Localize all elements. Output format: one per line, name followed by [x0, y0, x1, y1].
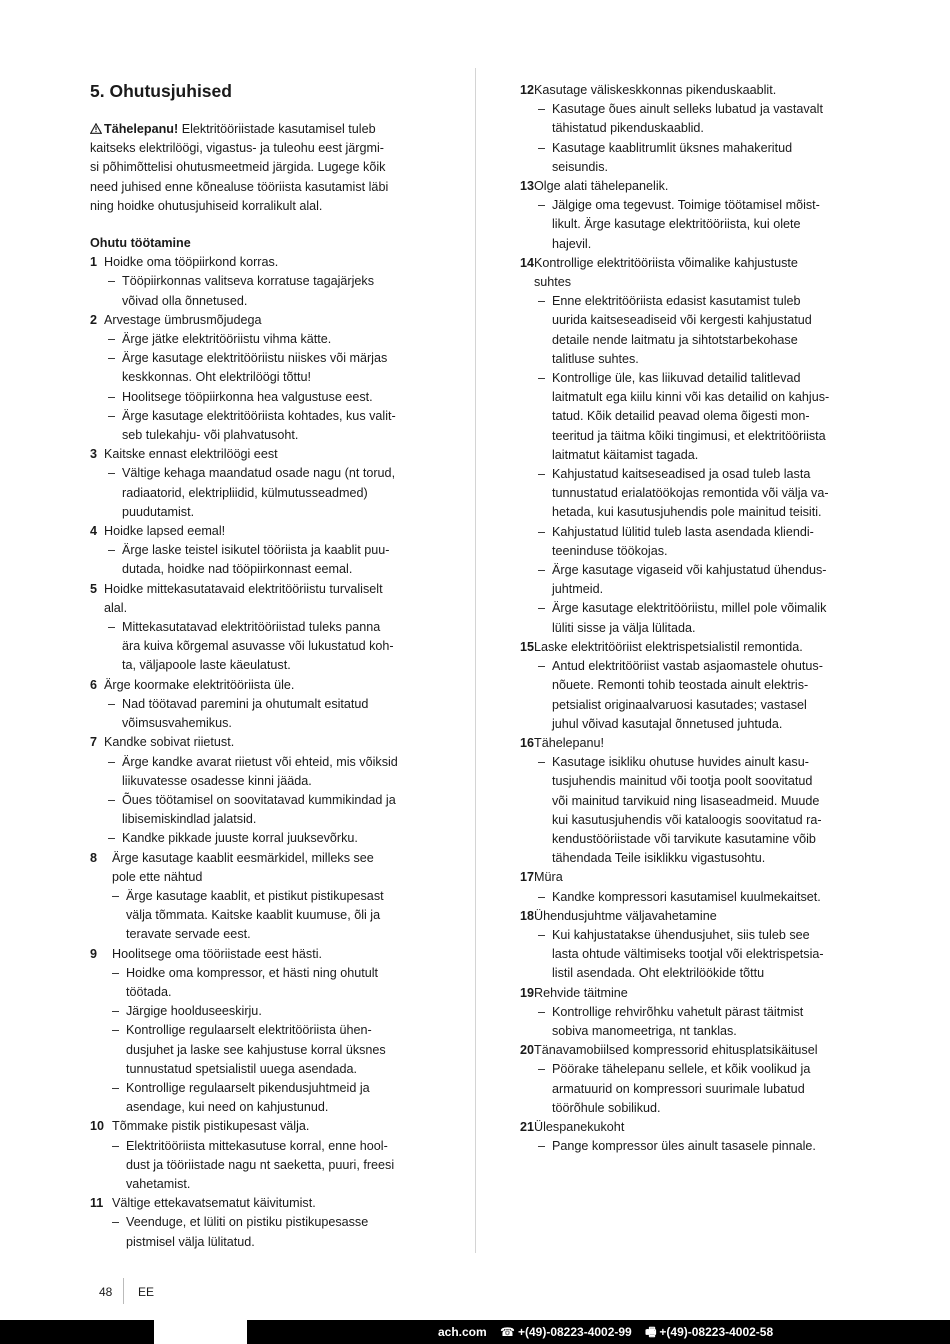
item-number: 18 — [520, 908, 535, 923]
list-item — [90, 733, 432, 848]
item-heading — [520, 868, 862, 887]
bullet-item — [90, 1021, 432, 1079]
item-heading — [520, 984, 862, 1003]
bullet-line: Hoolitsege tööpiirkonna hea valgustuse eest. — [122, 389, 373, 404]
dash-marker: – — [538, 1139, 546, 1154]
fax-icon: 🖷 — [645, 1325, 657, 1339]
warning-line: ning hoidke ohutusjuhiseid korralikult alal. — [90, 198, 323, 213]
bullet-line: juhul võivad kasutajal õnnetused juhtuda. — [552, 716, 783, 731]
bullet-list — [90, 964, 432, 1118]
warning-line: kaitseks elektrilöögi, vigastus- ja tuleohu eest järgmi- — [90, 141, 384, 156]
item-title-line: Ärge koormake elektritööriista üle. — [104, 677, 295, 692]
bullet-item — [90, 753, 432, 791]
dash-marker: – — [538, 755, 546, 770]
dash-marker: – — [108, 543, 116, 558]
bullet-item — [90, 791, 432, 829]
dash-marker: – — [112, 1215, 120, 1230]
warning-line: need juhised enne kõnealuse tööriista kasutamist läbi — [90, 179, 389, 194]
bullet-item — [90, 618, 432, 676]
bullet-line: Kandke pikkade juuste korral juuksevõrku. — [122, 831, 358, 846]
item-number: 15 — [520, 639, 535, 654]
bullet-line: võimsusvahemikus. — [122, 716, 232, 731]
bullet-line: seisundis. — [552, 159, 609, 174]
bullet-line: Hoidke oma kompressor, et hästi ning ohutult — [126, 965, 379, 980]
item-heading — [520, 1118, 862, 1137]
item-heading — [90, 445, 432, 464]
dash-marker: – — [538, 563, 546, 578]
item-number: 3 — [90, 447, 98, 462]
website-text: ach.com — [438, 1325, 487, 1339]
bullet-line: pistmisel välja lülitatud. — [126, 1234, 255, 1249]
phone-number: +(49)-08223-4002-99 — [517, 1325, 632, 1339]
item-number: 7 — [90, 735, 98, 750]
bullet-list — [90, 464, 432, 522]
list-item — [520, 177, 862, 254]
bullet-line: Ärge kasutage kaablit, et pistikut pistikupesast — [126, 888, 384, 903]
item-number: 16 — [520, 735, 535, 750]
bullet-item — [520, 1060, 862, 1118]
bullet-line: Kasutage isikliku ohutuse huvides ainult kasu- — [552, 755, 809, 770]
fax-number: +(49)-08223-4002-58 — [659, 1325, 774, 1339]
bullet-item — [520, 561, 862, 599]
item-title-line: Arvestage ümbrusmõjudega — [104, 312, 262, 327]
list-item — [90, 676, 432, 734]
bullet-line: Ärge kandke avarat riietust või ehteid, mis võiksid — [122, 754, 398, 769]
bullet-item — [520, 369, 862, 465]
bullet-line: Nad töötavad paremini ja ohutumalt esitatud — [122, 696, 369, 711]
bullet-line: tähendada Teile isiklikku vigastusohtu. — [552, 851, 766, 866]
bullet-line: talitluse suhtes. — [552, 351, 639, 366]
bullet-line: Kasutage kaablitrumlit üksnes mahakeritud — [552, 140, 793, 155]
item-number: 13 — [520, 179, 535, 194]
bullet-line: seb tulekahju- või plahvatusoht. — [122, 428, 299, 443]
page-number: 48 — [99, 1285, 113, 1299]
item-title-line: Hoidke mittekasutatavaid elektritööriistu turvaliselt — [104, 581, 383, 596]
contact-info — [438, 1324, 773, 1340]
warning-triangle-icon — [90, 120, 104, 139]
list-item — [520, 1041, 862, 1118]
item-heading — [90, 849, 432, 887]
dash-marker: – — [112, 1004, 120, 1019]
list-item — [90, 1194, 432, 1252]
bullet-list — [520, 657, 862, 734]
bullet-item — [520, 926, 862, 984]
bullet-item — [90, 330, 432, 349]
dash-marker: – — [538, 1004, 546, 1019]
bullet-line: tähistatud pikenduskaablid. — [552, 121, 704, 136]
bullet-item — [90, 1213, 432, 1251]
dash-marker: – — [108, 620, 116, 635]
item-title-line: Ühendusjuhtme väljavahetamine — [534, 908, 717, 923]
item-heading — [90, 311, 432, 330]
bullet-line: hajevil. — [552, 236, 592, 251]
item-heading — [90, 1194, 432, 1213]
bullet-item — [520, 292, 862, 369]
subheading-safe-work: Ohutu töötamine — [90, 236, 191, 251]
bullet-line: dusjuhet ja laske see kahjustuse korral üksnes — [126, 1042, 386, 1057]
bullet-list — [90, 618, 432, 676]
bullet-line: Õues töötamisel on soovitatavad kummikindad ja — [122, 792, 396, 807]
item-title-line: Tähelepanu! — [534, 735, 605, 750]
bullet-line: Pöörake tähelepanu sellele, et kõik voolikud ja — [552, 1062, 811, 1077]
bullet-line: kui kasutusjuhendis või kataloogis soovitatud ra- — [552, 812, 822, 827]
bullet-item — [90, 272, 432, 310]
list-item — [90, 1117, 432, 1194]
item-title-line: Rehvide täitmine — [534, 985, 628, 1000]
item-title-line: Tõmmake pistik pistikupesast välja. — [112, 1119, 310, 1134]
item-title-line: Ärge kasutage kaablit eesmärkidel, milleks see — [112, 850, 374, 865]
bullet-line: puudutamist. — [122, 504, 195, 519]
item-title-line: Kaitske ennast elektrilöögi eest — [104, 447, 278, 462]
bullet-line: juhtmeid. — [552, 582, 604, 597]
item-title-line: Laske elektritööriist elektrispetsialistil remontida. — [534, 639, 803, 654]
list-item — [520, 984, 862, 1042]
dash-marker: – — [538, 102, 546, 117]
bullet-item — [520, 523, 862, 561]
list-item — [520, 254, 862, 638]
item-heading — [520, 254, 862, 292]
item-title-line: Hoidke lapsed eemal! — [104, 524, 226, 539]
bullet-item — [520, 599, 862, 637]
bullet-list — [90, 753, 432, 849]
bullet-line: Ärge kasutage elektritööriistu niiskes või märjas — [122, 351, 388, 366]
bullet-list — [520, 753, 862, 868]
dash-marker: – — [538, 889, 546, 904]
item-title-line: Ülespanekukoht — [534, 1119, 625, 1134]
bullet-item — [90, 695, 432, 733]
dash-marker: – — [108, 831, 116, 846]
dash-marker: – — [538, 659, 546, 674]
item-number: 6 — [90, 677, 98, 692]
list-item — [90, 849, 432, 945]
bullet-list — [90, 887, 432, 945]
bullet-line: teeninduse töökojas. — [552, 543, 668, 558]
bullet-line: nõuete. Remonti tohib teostada ainult elektris- — [552, 678, 809, 693]
item-number: 9 — [90, 946, 98, 961]
bullet-line: dust ja tööriistade nagu nt saeketta, puuri, freesi — [126, 1157, 395, 1172]
bullet-item — [520, 1003, 862, 1041]
bullet-item — [520, 139, 862, 177]
dash-marker: – — [538, 198, 546, 213]
bullet-line: Kontrollige rehvirõhku vahetult pärast täitmist — [552, 1004, 804, 1019]
bullet-line: hetada, kui kasutusjuhendis pole mainitud teisiti. — [552, 505, 822, 520]
bullet-line: armatuurid on kompressori suurimale lubatud — [552, 1081, 805, 1096]
bullet-line: Järgige hoolduseeskirju. — [126, 1004, 262, 1019]
bullet-list — [520, 1137, 862, 1156]
right-column — [520, 81, 862, 1156]
item-title-line: Olge alati tähelepanelik. — [534, 179, 669, 194]
item-heading — [520, 638, 862, 657]
bullet-line: teravate servade eest. — [126, 927, 251, 942]
bullet-list — [90, 272, 432, 310]
bullet-line: Kahjustatud lülitid tuleb lasta asendada kliendi- — [552, 524, 814, 539]
bullet-list — [90, 1213, 432, 1251]
bullet-line: tunnustatud erialatöökojas remontida või välja va- — [552, 486, 829, 501]
bullet-line: uurida kaitseseadiseid või kergesti kahjustatud — [552, 313, 812, 328]
bullet-line: Elektritööriista mittekasutuse korral, enne hool- — [126, 1138, 388, 1153]
item-number: 20 — [520, 1043, 535, 1058]
item-heading — [90, 580, 432, 618]
list-item — [90, 945, 432, 1118]
bullet-line: dutada, hoidke nad tööpiirkonnast eemal. — [122, 562, 353, 577]
item-heading — [520, 1041, 862, 1060]
dash-marker: – — [108, 351, 116, 366]
bullet-line: Kandke kompressori kasutamisel kuulmekaitset. — [552, 889, 821, 904]
bullet-line: Ärge jätke elektritööriistu vihma kätte. — [122, 332, 332, 347]
dash-marker: – — [108, 466, 116, 481]
bullet-line: vahetamist. — [126, 1176, 191, 1191]
bullet-line: Ärge kasutage elektritööriistu, millel pole võimalik — [552, 601, 827, 616]
bullet-line: sobiva manomeetriga, nt tanklas. — [552, 1023, 737, 1038]
bullet-line: Kontrollige regulaarselt elektritööriista ühen- — [126, 1023, 372, 1038]
item-title-line: pole ette nähtud — [112, 869, 203, 884]
bullet-line: listil asendada. Oht elektrilöökide tõttu — [552, 966, 765, 981]
bullet-line: Ärge kasutage elektritööriista kohtades, kus valit- — [122, 408, 396, 423]
footer-separator — [123, 1278, 124, 1304]
language-code: EE — [138, 1285, 155, 1299]
dash-marker: – — [108, 274, 116, 289]
item-heading — [520, 907, 862, 926]
item-heading — [90, 253, 432, 272]
bullet-line: välja tõmmata. Kaitske kaablit kuumuse, õli ja — [126, 908, 381, 923]
item-heading — [520, 81, 862, 100]
bullet-item — [90, 964, 432, 1002]
bullet-item — [520, 888, 862, 907]
bullet-list — [520, 100, 862, 177]
bullet-item — [520, 753, 862, 868]
bullet-line: Veenduge, et lüliti on pistiku pistikupesasse — [126, 1215, 369, 1230]
list-item — [90, 580, 432, 676]
bullet-list — [520, 292, 862, 638]
dash-marker: – — [538, 371, 546, 386]
dash-marker: – — [108, 792, 116, 807]
item-number: 12 — [520, 83, 535, 97]
warning-line: Elektritööriistade kasutamisel tuleb — [181, 122, 376, 136]
bullet-line: Kasutage õues ainult selleks lubatud ja vastavalt — [552, 102, 823, 117]
bullet-line: Antud elektritööriist vastab asjaomastele ohutus- — [552, 659, 823, 674]
item-number: 8 — [90, 850, 98, 865]
bullet-line: võivad olla õnnetused. — [122, 293, 248, 308]
bullet-line: Mittekasutatavad elektritööriistad tuleks panna — [122, 620, 381, 635]
dash-marker: – — [538, 467, 546, 482]
bullet-line: liikuvatesse osadesse kinni jääda. — [122, 773, 312, 788]
list-item — [90, 311, 432, 445]
bullet-item — [520, 657, 862, 734]
item-number: 10 — [90, 1119, 105, 1134]
item-number: 2 — [90, 312, 98, 327]
bullet-line: Kontrollige üle, kas liikuvad detailid talitlevad — [552, 371, 801, 386]
bullet-line: laitmatut käitamist tagada. — [552, 447, 699, 462]
bullet-item — [520, 1137, 862, 1156]
warning-paragraph — [90, 120, 432, 216]
dash-marker: – — [108, 696, 116, 711]
bullet-line: töörõhule sobilikud. — [552, 1100, 661, 1115]
bullet-item — [90, 464, 432, 522]
bullet-item — [90, 1137, 432, 1195]
bullet-item — [520, 100, 862, 138]
bullet-line: või mainitud tarvikuid ning lisaseadmeid. Muude — [552, 793, 820, 808]
item-title-line: Kasutage väliskeskkonnas pikenduskaablit. — [534, 83, 777, 97]
list-item — [90, 445, 432, 522]
dash-marker: – — [538, 294, 546, 309]
dash-marker: – — [112, 1023, 120, 1038]
bullet-line: lasta ohtude vältimiseks tootjal või elektrispetsia- — [552, 947, 824, 962]
bullet-line: Vältige kehaga maandatud osade nagu (nt torud, — [122, 466, 396, 481]
bullet-line: radiaatorid, elektripliidid, külmutusseadmed) — [122, 485, 368, 500]
dash-marker: – — [538, 140, 546, 155]
bullet-line: detaile nende laitmatu ja sihtotstarbekohase — [552, 332, 798, 347]
bullet-line: tatud. Kõik detailid peavad olema õigesti mon- — [552, 409, 810, 424]
contact-bar — [0, 1320, 950, 1344]
bullet-line: libisemiskindlad jalatsid. — [122, 812, 257, 827]
item-heading — [520, 734, 862, 753]
dash-marker: – — [538, 524, 546, 539]
section-title: 5. Ohutusjuhised — [90, 81, 232, 101]
bullet-list — [520, 888, 862, 907]
bullet-line: laitmatult ega kiilu kinni või kas detailid on kahjus- — [552, 390, 830, 405]
item-title-line: Hoidke oma tööpiirkond korras. — [104, 255, 279, 270]
item-heading — [90, 1117, 432, 1136]
item-number: 21 — [520, 1119, 535, 1134]
list-item — [520, 1118, 862, 1156]
item-heading — [90, 522, 432, 541]
item-heading — [90, 945, 432, 964]
dash-marker: – — [112, 1080, 120, 1095]
bullet-line: keskkonnas. Oht elektrilöögi tõttu! — [122, 370, 312, 385]
list-item — [520, 734, 862, 868]
bullet-line: Pange kompressor üles ainult tasasele pinnale. — [552, 1139, 816, 1154]
item-title-line: Hoolitsege oma tööriistade eest hästi. — [112, 946, 323, 961]
bullet-line: Enne elektritööriista edasist kasutamist tuleb — [552, 294, 801, 309]
bullet-line: ta, väljapoole laste käeulatust. — [122, 658, 291, 673]
bullet-item — [90, 541, 432, 579]
dash-marker: – — [108, 408, 116, 423]
item-number: 11 — [90, 1196, 104, 1211]
item-heading — [520, 177, 862, 196]
bullet-item — [90, 887, 432, 945]
bullet-line: töötada. — [126, 984, 172, 999]
column-divider — [475, 68, 476, 1253]
item-title-line: Tänavamobiilsed kompressorid ehitusplatsikäitusel — [534, 1043, 818, 1058]
item-heading — [90, 676, 432, 695]
phone-icon: ☎ — [500, 1325, 515, 1339]
item-heading — [90, 733, 432, 752]
safety-list-right — [520, 81, 862, 1156]
bullet-item — [90, 388, 432, 407]
bullet-item — [90, 407, 432, 445]
dash-marker: – — [538, 927, 546, 942]
item-title-line: alal. — [104, 600, 128, 615]
list-item — [520, 81, 862, 177]
item-number: 17 — [520, 870, 535, 885]
list-item — [520, 907, 862, 984]
bullet-line: kendustööriistade või tarvikute kasutamine võib — [552, 831, 816, 846]
list-item — [520, 868, 862, 906]
dash-marker: – — [108, 754, 116, 769]
dash-marker: – — [538, 601, 546, 616]
list-item — [90, 522, 432, 580]
bullet-line: tusjuhendis mainitud või tootja poolt soovitatud — [552, 774, 813, 789]
dash-marker: – — [538, 1062, 546, 1077]
warning-line: si põhimõttelisi ohutusmeetmeid järgida. Lugege kõik — [90, 160, 386, 175]
bullet-line: Kontrollige regulaarselt pikendusjuhtmeid ja — [126, 1080, 370, 1095]
list-item — [90, 253, 432, 311]
bullet-list — [520, 1060, 862, 1118]
bullet-line: Tööpiirkonnas valitseva korratuse tagajärjeks — [122, 274, 374, 289]
bullet-line: asendage, kui need on kahjustunud. — [126, 1100, 329, 1115]
bullet-list — [90, 541, 432, 579]
left-column — [90, 80, 432, 1252]
list-item — [520, 638, 862, 734]
bullet-list — [520, 196, 862, 254]
bullet-line: petsialist originaalvaruosi kasutades; vastasel — [552, 697, 807, 712]
item-title-line: Müra — [534, 870, 563, 885]
warning-label: Tähelepanu! — [104, 122, 179, 136]
bullet-item — [520, 465, 862, 523]
dash-marker: – — [112, 1138, 120, 1153]
bullet-item — [90, 349, 432, 387]
bullet-list — [90, 1137, 432, 1195]
dash-marker: – — [108, 389, 116, 404]
bullet-line: Kui kahjustatakse ühendusjuhet, siis tuleb see — [552, 927, 810, 942]
bullet-item — [520, 196, 862, 254]
item-title-line: suhtes — [534, 275, 572, 290]
bullet-line: Jälgige oma tegevust. Toimige töötamisel mõist- — [552, 198, 820, 213]
item-number: 1 — [90, 255, 98, 270]
safety-list-left — [90, 253, 432, 1252]
item-title-line: Vältige ettekavatsematut käivitumist. — [112, 1196, 316, 1211]
bullet-list — [520, 1003, 862, 1041]
bullet-list — [90, 695, 432, 733]
bullet-line: Ärge kasutage vigaseid või kahjustatud ühendus- — [552, 563, 827, 578]
item-number: 4 — [90, 524, 98, 539]
bullet-line: likult. Ärge kasutage elektritööriista, kui olete — [552, 217, 801, 232]
bullet-line: tunnustatud spetsialistil uuega asendada. — [126, 1061, 358, 1076]
dash-marker: – — [108, 332, 116, 347]
dash-marker: – — [112, 888, 120, 903]
item-number: 19 — [520, 985, 535, 1000]
bullet-line: Kahjustatud kaitseseadised ja osad tuleb lasta — [552, 467, 811, 482]
contact-bar-gap — [154, 1320, 247, 1344]
bullet-line: lüliti sisse ja välja lülitada. — [552, 620, 696, 635]
item-title-line: Kontrollige elektritööriista võimalike kahjustuste — [534, 255, 798, 270]
bullet-line: teeritud ja täitma kõiki tingimusi, et elektritööriista — [552, 428, 826, 443]
bullet-item — [90, 829, 432, 848]
item-number: 5 — [90, 581, 98, 596]
bullet-list — [90, 330, 432, 445]
bullet-line: ära kuiva kõrgemal asuvasse või lukustatud koh- — [122, 639, 394, 654]
item-title-line: Kandke sobivat riietust. — [104, 735, 235, 750]
bullet-item — [90, 1079, 432, 1117]
bullet-item — [90, 1002, 432, 1021]
bullet-line: Ärge laske teistel isikutel tööriista ja kaablit puu- — [122, 543, 390, 558]
bullet-list — [520, 926, 862, 984]
dash-marker: – — [112, 965, 120, 980]
item-number: 14 — [520, 255, 535, 270]
